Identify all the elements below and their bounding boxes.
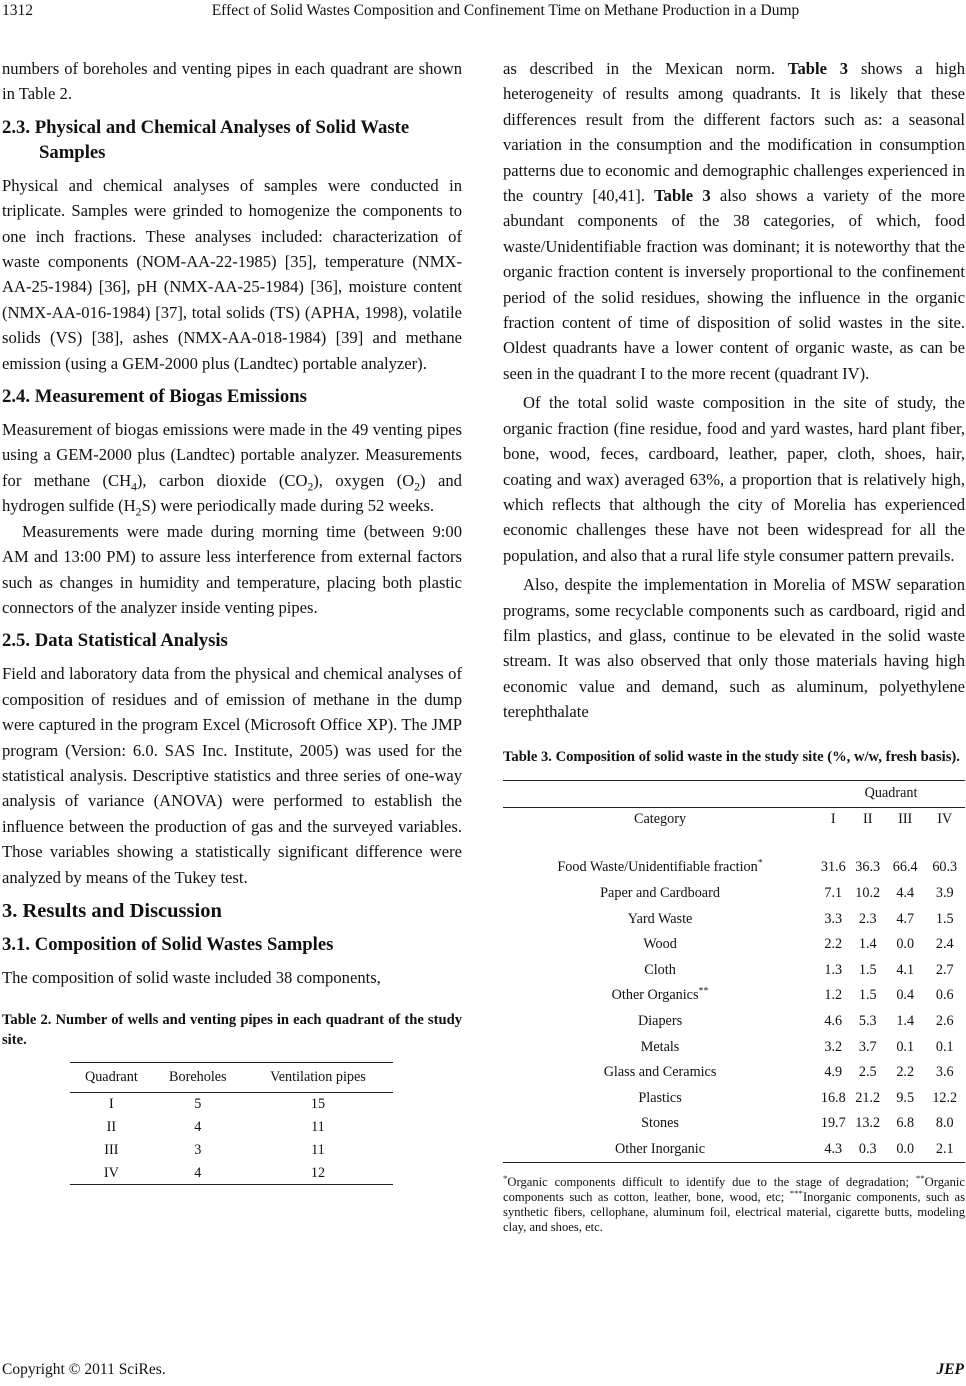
table-3-header-category: Category [503, 807, 817, 831]
page-number: 1312 [2, 2, 33, 19]
table-row: Yard Waste 3.3 2.3 4.7 1.5 [627, 910, 954, 927]
table-row: Stones 19.7 13.2 6.8 8.0 [641, 1115, 954, 1132]
section-heading-3-1: 3.1. Composition of Solid Wastes Samples [2, 933, 334, 955]
paragraph-2-4-b: Measurements were made during morning time (between 9:00 AM and 13:00 PM) to assure less interference from external factors such as changes in humidity and temperature, placing both plastic connectors of the analyzer inside venting pipes. [2, 521, 462, 617]
paragraph-results-3: Also, despite the implementation in Morelia of MSW separation programs, some recyclable components such as cardboard, rigid and film plastics, and glass, continue to be elevated in the solid waste stream. It was also observed that only those materials having high economic value and demand, such as aluminum, polyethylene terephthalate [503, 575, 965, 722]
section-heading-2-3: 2.3. Physical and Chemical Analyses of Solid Waste Samples [2, 116, 410, 163]
table-row: IV 4 12 [70, 1162, 393, 1185]
paragraph-2-4-a: Measurement of biogas emissions were made in the 49 venting pipes using a GEM-2000 plus (Landtec) portable analyzer. Measurements for methane $(CH_4)$, carbon dioxide $(CO_2)$, oxygen $(O_2)$ and hydrogen sulfide $(H_2S)$ were periodically made during 52 weeks. [2, 420, 462, 519]
table-row: I 5 15 [109, 1096, 326, 1113]
table-3: Quadrant Category I II III IV Food Waste/Unidentifiable fraction* 31.6 36.3 66.4 60.3 Paper and Cardboard 7.1 10.2 4.4 3.9 Yard Waste 3.3 2.3 4.7 1.5 Wood 2.2 1.4 0.0 2.4 Cloth 1.3 1.5 4.1 2.7 Other Organics** 1.2 1.5 0.4 0.6 Diapers 4.6 5.3 1.4 2.6 Metals 3.2 3.7 0.1 0.1 Glass and Ceramics 4.9 2.5 2.2 3.6 Plastics 16.8 21.2 9.5 12.2 Stones 19.7 13.2 6.8 8.0 Other Inorganic 4.3 0.3 0.0 2.1 [503, 780, 965, 1163]
table-row: Other Inorganic 4.3 0.3 0.0 2.1 [503, 1137, 965, 1163]
table-row: Paper and Cardboard 7.1 10.2 4.4 3.9 [600, 884, 954, 901]
journal-abbrev: JEP [936, 1361, 964, 1378]
table-row: III 3 11 [104, 1141, 325, 1158]
table-2-header-quadrant: Quadrant [84, 1069, 138, 1086]
page-header [0, 0, 966, 24]
paragraph-results-1: as described in the Mexican norm. Table 3 shows a high heterogeneity of results among quadrants. It is likely that these differences result from the different factors such as: a seasonal variation in the consumption and the modification in consumption patterns due to economic and demographic challenges experienced in the country [40,41]. Table 3 also shows a variety of the more abundant components of the 38 categories, of which, food waste/Unidentifiable fraction was dominant; it is noteworthy that the organic fraction content is inversely proportional to the confinement period of the solid residues, showing the influence in the organic fraction content of time of disposition of solid wastes in the site. Oldest quadrants have a lower content of organic waste, as can be seen in the quadrant I to the more recent (quadrant IV). [503, 59, 966, 383]
section-heading-2-5: 2.5. Data Statistical Analysis [2, 630, 228, 652]
table-row: II 4 11 [106, 1118, 325, 1135]
table-row: Diapers 4.6 5.3 1.4 2.6 [637, 1012, 954, 1029]
section-heading-2-4: 2.4. Measurement of Biogas Emissions [2, 386, 307, 408]
table-3-caption: Table 3. Composition of solid waste in the study site (%, w/w, fresh basis). [503, 748, 960, 765]
paragraph-3-1: The composition of solid waste included 38 components, [2, 967, 381, 987]
section-heading-3: 3. Results and Discussion [2, 899, 222, 922]
table-2 [70, 1062, 393, 1185]
table-row: Plastics 16.8 21.2 9.5 12.2 [638, 1089, 958, 1106]
table-row: Wood 2.2 1.4 0.0 2.4 [643, 936, 954, 953]
table-3-footnote: *Organic components difficult to identify due to the stage of degradation; **Organic components such as cotton, leather, bone, wood, etc; ***Inorganic components, such as synthetic fibers, cellophane, aluminum foil, electrical material, cigarette butts, modeling clay, and shoes, etc. [503, 1172, 965, 1235]
table-2-header-ventilation: Ventilation pipes [270, 1069, 366, 1086]
table-3-group-header: Quadrant [864, 785, 918, 802]
right-column [503, 56, 965, 1236]
paragraph-results-2: Of the total solid waste composition in the site of study, the organic fraction (fine residue, food and yard wastes, hard plant fiber, bone, wood, feces, cardboard, leather, paper, cloth, shoes, hair, coating and wax) averaged 63%, a proportion that is relatively high, which reflects that although the city of Morelia has experienced economic challenges these have not been widespread for all the population, and also that a rural life style consumer pattern prevails. [503, 393, 965, 565]
paragraph-intro: numbers of boreholes and venting pipes in each quadrant are shown in Table 2. [2, 59, 462, 104]
table-row: Other Organics** 1.2 1.5 0.4 0.6 [611, 985, 954, 1004]
table-2-caption: Table 2. Number of wells and venting pipes in each quadrant of the study site. [2, 1012, 462, 1049]
table-row: Food Waste/Unidentifiable fraction* 31.6 36.3 66.4 60.3 [557, 857, 958, 876]
left-column [2, 56, 462, 1185]
table-row: Cloth 1.3 1.5 4.1 2.7 [644, 961, 954, 978]
table-row: Metals 3.2 3.7 0.1 0.1 [640, 1038, 954, 1055]
paragraph-2-5: Field and laboratory data from the physical and chemical analyses of composition of residues and of emission of methane in the dump were captured in the program Excel (Microsoft Office XP). The JMP program (Version: 6.0. SAS Inc. Institute, 2005) was used for the statistical analysis. Descriptive statistics and three series of one-way analysis of variance (ANOVA) were performed to establish the influence between the production of gas and the surveyed variables. Those variables showing a statistically significant difference were analyzed by means of the Tukey test. [2, 664, 462, 887]
table-row: Glass and Ceramics 4.9 2.5 2.2 3.6 [603, 1064, 954, 1081]
paragraph-2-3: Physical and chemical analyses of samples were conducted in triplicate. Samples were grinded to homogenize the components to one inch fractions. These analyses included: characterization of waste components (NOM-AA-22-1985) [35], temperature (NMX-AA-25-1984) [36], pH (NMX-AA-25-1984) [36], moisture content (NMX-AA-016-1984) [37], total solids (TS) (APHA, 1998), volatile solids (VS) [38], ashes (NMX-AA-018-1984) [39] and methane emission (using a GEM-2000 plus (Landtec) portable analyzer). [2, 175, 462, 373]
running-title: Effect of Solid Wastes Composition and Confinement Time on Methane Production in a Dump [211, 2, 800, 19]
page-footer [2, 1360, 964, 1380]
copyright-text: Copyright © 2011 SciRes. [2, 1361, 166, 1378]
table-2-header-boreholes: Boreholes [169, 1069, 227, 1086]
